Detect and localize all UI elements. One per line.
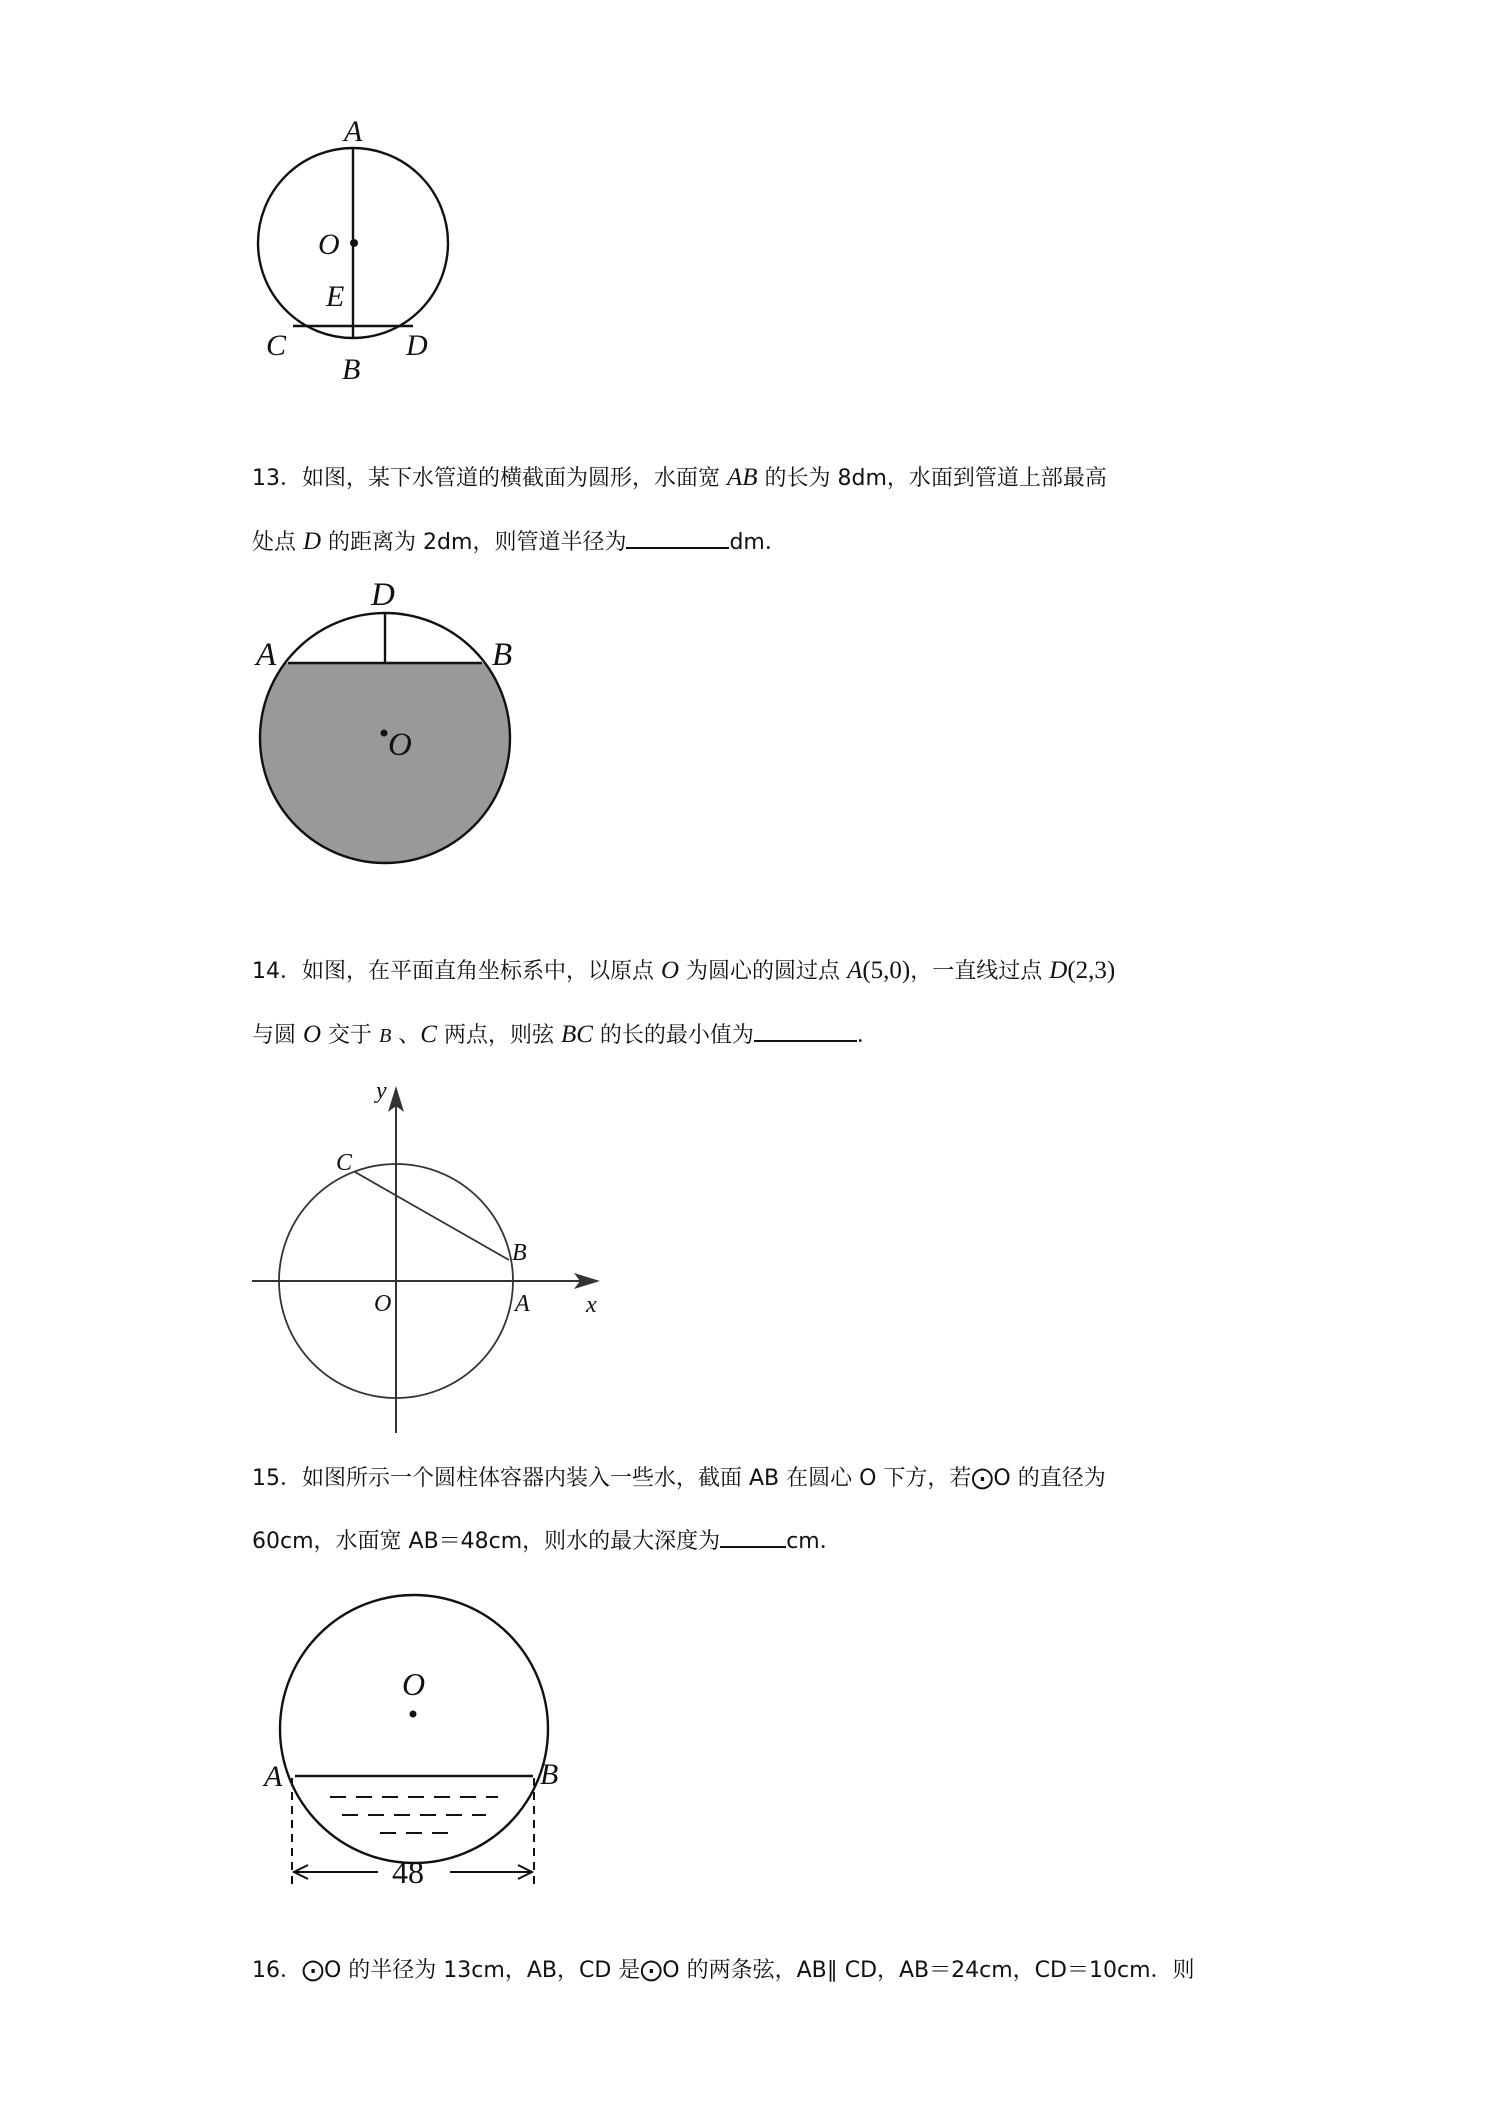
q16-number: 16． [252,1958,302,1983]
q14-number: 14． [252,959,302,984]
label-d: D [371,577,395,613]
label-y: y [376,1078,387,1104]
label-c: C [266,329,287,362]
answer-blank-14[interactable] [754,1014,857,1042]
center-dot [410,1711,417,1718]
question-14: 14．如图，在平面直角坐标系中，以原点 O 为圆心的圆过点 A(5,0)，一直线过点 D(2,3) 与圆 O 交于 B 、C 两点，则弦 BC 的长的最小值为 ． [252,957,1116,1048]
figure-water-pipe [250,575,530,865]
question-16: 16．⨀O 的半径为 13cm，AB，CD 是⨀O 的两条弦，AB∥ CD，AB＝24cm，CD＝10cm．则 [252,1958,1195,1983]
figure-coordinate-circle [250,1070,610,1440]
center-dot [350,239,358,247]
answer-blank-13[interactable] [626,521,729,549]
label-b: B [512,1240,527,1266]
label-o: O [318,228,340,261]
chord-bc [355,1172,509,1260]
q13-number: 13． [252,466,302,491]
label-x: x [586,1292,597,1318]
label-a: A [515,1291,530,1317]
label-d: D [406,329,428,362]
figure-circle-diameter-chord [250,110,490,400]
label-o: O [402,1666,426,1702]
label-a: A [256,637,277,673]
label-o: O [388,727,412,763]
answer-blank-15[interactable] [720,1520,786,1548]
label-c: C [336,1150,353,1176]
center-dot [381,730,388,737]
label-a: A [264,1760,283,1793]
label-b: B [342,353,361,386]
label-b: B [492,637,513,673]
label-b: B [540,1758,559,1791]
water-region [250,663,530,883]
label-e: E [326,280,345,313]
label-o: O [374,1291,392,1317]
label-width: 48 [392,1854,424,1890]
figure-cylinder-water [250,1580,580,1900]
container-circle [280,1595,548,1863]
q15-number: 15． [252,1466,302,1491]
question-15: 15．如图所示一个圆柱体容器内装入一些水，截面 AB 在圆心 O 下方，若⨀O 的直径为 60cm，水面宽 AB＝48cm，则水的最大深度为 cm． [252,1466,1106,1554]
label-a: A [344,115,363,148]
question-13: 13．如图，某下水管道的横截面为圆形，水面宽 AB 的长为 8dm，水面到管道上部最高 处点 D 的距离为 2dm，则管道半径为 dm． [252,464,1107,555]
